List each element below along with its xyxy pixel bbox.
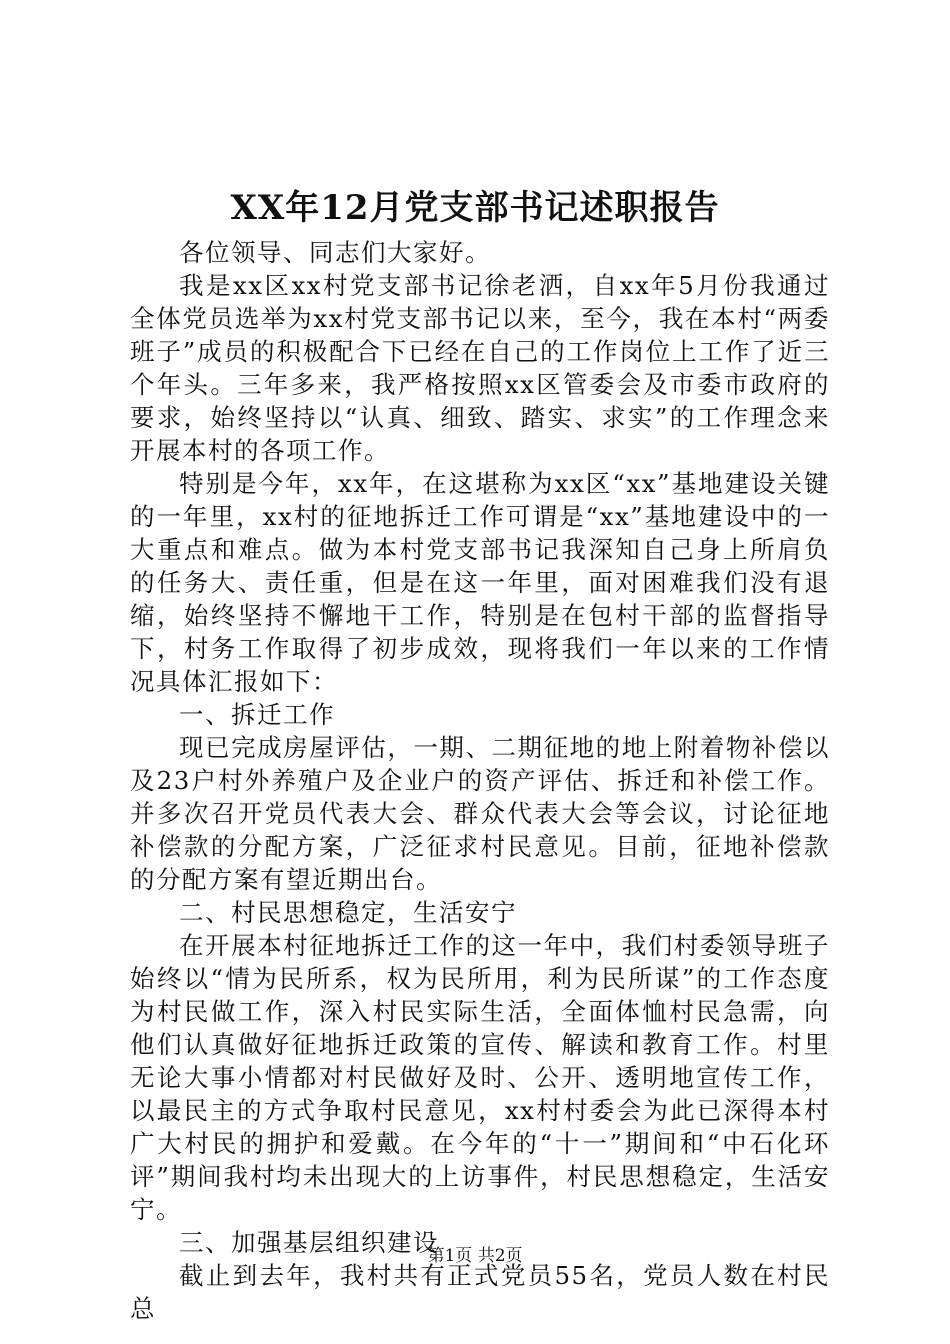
organization-paragraph: 截止到去年，我村共有正式党员55名，党员人数在村民总 [130,1261,830,1323]
demolition-paragraph: 现已完成房屋评估，一期、二期征地的地上附着物补偿以及23户村外养殖户及企业户的资产评估、拆迁和补偿工作。并多次召开党员代表大会、群众代表大会等会议，讨论征地补偿款的分配方案，广泛征求村民意见。目前，征地补偿款的分配方案有望近期出台。 [130,733,830,894]
section-heading-demolition: 一、拆迁工作 [179,700,335,729]
background-paragraph: 特别是今年，xx年，在这堪称为xx区“xx”基地建设关键的一年里，xx村的征地拆迁工作可谓是“xx”基地建设中的一大重点和难点。做为本村党支部书记我深知自己身上所肩负的任务大、责任重，但是在这一年里，面对困难我们没有退缩，始终坚持不懈地干工作，特别是在包村干部的监督指导下，村务工作取得了初步成效，现将我们一年以来的工作情况具体汇报如下： [130,469,830,696]
document-body [130,236,830,1325]
section-heading-organization: 三、加强基层组织建设 [179,1228,439,1257]
stability-paragraph: 在开展本村征地拆迁工作的这一年中，我们村委领导班子始终以“情为民所系，权为民所用，利为民所谋”的工作态度为村民做工作，深入村民实际生活，全面体恤村民急需，向他们认真做好征地拆迁政策的宣传、解读和教育工作。村里无论大事小情都对村民做好及时、公开、透明地宣传工作，以最民主的方式争取村民意见，xx村村委会为此已深得本村广大村民的拥护和爱戴。在今年的“十一”期间和“中石化环评”期间我村均未出现大的上访事件，村民思想稳定，生活安宁。 [130,931,830,1224]
page-number-footer: 第1页 共2页 [427,1246,523,1266]
greeting-paragraph: 各位领导、同志们大家好。 [179,238,491,267]
intro-paragraph: 我是xx区xx村党支部书记徐老洒，自xx年5月份我通过全体党员选举为xx村党支部书记以来，至今，我在本村“两委班子”成员的积极配合下已经在自己的工作岗位上工作了近三个年头。三年多来，我严格按照xx区管委会及市委市政府的要求，始终坚持以“认真、细致、踏实、求实”的工作理念来开展本村的各项工作。 [130,271,830,465]
section-heading-stability: 二、村民思想稳定，生活安宁 [179,898,517,927]
document-title: XX年12月党支部书记述职报告 [230,188,720,228]
